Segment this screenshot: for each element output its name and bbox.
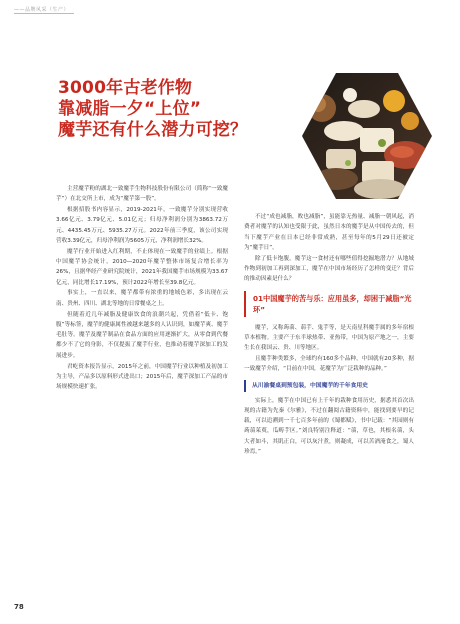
section-heading-red: 01中国魔芋的苦与乐：应用虽多，却困于减脂“光环”	[244, 291, 414, 317]
paragraph: 君屹资本报告显示，2015年之前，中国魔芋行业以种植及初加工为主导，产品多以原料形式进出口；2015年后，魔芋深加工产品的市场规模快速扩张。	[56, 363, 228, 391]
food-photo-hexagon	[302, 73, 432, 199]
article-title	[58, 78, 318, 141]
paragraph: 且魔芋种类繁多，全球约有160多个品种，中国就有20多种，据一致魔芋介绍，“目前在中国，花魔芋为广泛栽种的品种。”	[244, 355, 414, 373]
paragraph: 事实上，一直以来，魔芋都带有浓重的地域色彩，多出现在云南、贵州、四川、湖北等地的日常餐桌之上。	[56, 290, 228, 307]
paragraph: 不过“成也减脂，败也减脂”，虽能靠无热量、减脂一朝风起，消费者对魔芋的认知也受限于此，虽然日本的魔芋是从中国传去的，但当下魔芋产业在日本已经非常成熟，甚至每年的5月29日还被定为“魔芋日”。	[244, 214, 414, 251]
page-number: 78	[14, 603, 24, 611]
paragraph: 实际上，魔芋在中国已有上千年的栽种食用历史，据悉其首次出现的古籍为先秦《尔雅》，不过在翻阅古籍资料中，能找到要早的记载，可以追溯到一千七百多年前的《蜀都赋》，书中记载：“其园则有蒟蒻茱萸，瓜畴芋区。”刘良特别注释道：“蒻，草也，其根名蒻，头大者如斗，其肌正白，可以灰汁煮，则凝成，可以苦酒淹食之，蜀人珍焉。”	[244, 397, 414, 456]
paragraph: 主营魔芋粉的湖北一致魔芋生物科技股份有限公司（简称“一致魔芋”）在北交所上市，成为“魔芋第一股”。	[56, 186, 228, 203]
title-line-3: 魔芋还有什么潜力可挖？	[58, 120, 248, 140]
top-rule	[14, 13, 74, 14]
section-tag: ——品牌风采（生产）	[14, 7, 70, 13]
paragraph: 魔芋，又称蒟蒻、蒻芋、鬼芋等，是天南星科魔芋属的多年宿根草本植物。主要产于东半球热带、亚热带，中国为原产地之一，主要生长在我国云、贵、川等地区。	[244, 324, 414, 352]
title-line-1: 3000年古老作物	[58, 78, 193, 98]
section-heading-blue: 从川渝餐桌到预包装，中国魔芋的千年食用史	[244, 380, 414, 392]
paragraph: 除了低卡饱腹，魔芋这一食材还有哪些值得挖掘地潜力？从地域作物到初加工再到深加工，魔芋在中国市场经历了怎样的变迁？背后的推动因素是什么？	[244, 255, 414, 283]
paragraph: 根据招股书内容显示，2019-2021年，一致魔芋分别实现营收3.66亿元、3.79亿元、5.01亿元；归母净利润分别为3863.72万元、4435.45万元、5935.27万元。2022年前三季度，该公司实现营收3.39亿元，归母净利润为5605万元，净利润增长32%。	[56, 207, 228, 244]
paragraph: 魔芋行业开始进入红利期，不止体现在一致魔芋的业绩上。根据中国魔芋协会统计，2010—2020年魔芋整体市场复合增长率为26%，且据华经产业研究院统计，2021年我国魔芋市场规模为33.67亿元，同比增长17.19%，预计2022年增长至39.8亿元。	[56, 248, 228, 286]
right-column	[244, 212, 414, 457]
left-column	[56, 184, 228, 392]
paragraph: 但随着近几年减脂及健康饮食的浪潮兴起，凭借着“低卡、饱腹”等标签，魔芋的健康属性被越来越多的人认识到，如魔芋爽、魔芋毛肚等。魔芋及魔芋制品在食品方面的应用逐渐扩大，从零食到代餐都少不了它的身影，不仅提振了魔芋行业，也推动着魔芋深加工的发展进步。	[56, 311, 228, 359]
title-line-2: 靠减脂一夕“上位”	[58, 99, 202, 119]
